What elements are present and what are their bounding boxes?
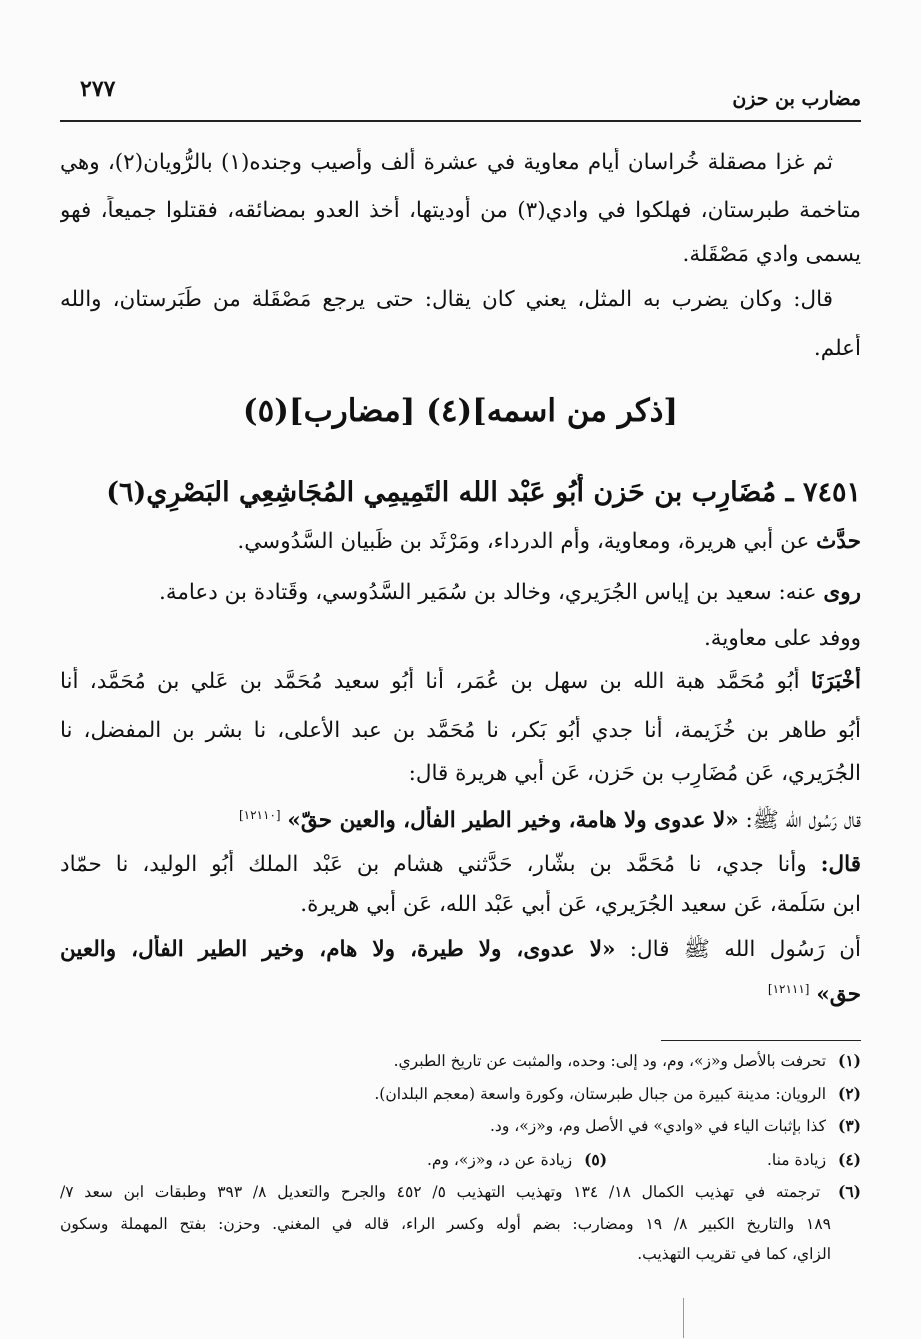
hadith-1-text: «لا عدوى ولا هامة، وخير الطير الفأل، والعين حقّ» — [287, 808, 739, 833]
rawa-line — [60, 578, 861, 608]
footnote-2-text: الرويان: مدينة كبيرة من جبال طبرستان، وكورة واسعة (معجم البلدان). — [374, 1085, 827, 1103]
hadith-2-prefix: أن رَسُول الله ﷺ قال: — [629, 937, 861, 962]
footnote-3-text: كذا بإثبات الياء في «وادي» في الأصل وم، و«ز»، ود. — [490, 1117, 827, 1135]
footnote-2 — [60, 1080, 861, 1108]
qala-label: قال: — [820, 852, 861, 877]
footnote-6-text: ترجمته في تهذيب الكمال ١٨/ ١٣٤ وتهذيب التهذيب ٥/ ٤٥٢ والجرح والتعديل ٨/ ٣٩٣ وطبقات ابن سعد ٧/ — [60, 1183, 821, 1201]
hadith-2-text-1: «لا عدوى، ولا طيرة، ولا هام، وخير الطير الفأل، والعين — [60, 937, 616, 962]
footnote-6-line-3: الزاي، كما في تقريب التهذيب. — [637, 1245, 831, 1263]
footnote-separator — [661, 1040, 861, 1041]
akhbarana-label: أَخْبَرَنَا — [810, 669, 861, 694]
footnote-4-text: زيادة منا. — [766, 1151, 827, 1169]
isnad-2-text: وأنا جدي، نا مُحَمَّد بن بشّار، حَدَّثني هشام بن عَبْد الملك أَبُو الوليد، نا حمّاد — [60, 852, 807, 877]
footnote-6-line-2: ١٨٩ والتاريخ الكبير ٨/ ١٩ ومضارب: بضم أوله وكسر الراء، قاله في المغني. وحزن: بفتح المهملة وسكون — [60, 1215, 831, 1233]
header-rule — [60, 120, 861, 122]
footnote-6-number: (٦) — [837, 1182, 861, 1201]
rawa-label: روى — [823, 580, 861, 605]
section-heading: [ذكر من اسمه](٤) [مضارب](٥) — [242, 393, 679, 429]
hadith-2-line-1 — [60, 935, 861, 965]
paragraph-1-line-3: يسمى وادي مَصْقَلة. — [682, 242, 861, 267]
haddath-text: عن أبي هريرة، ومعاوية، وأم الدرداء، ومَرْثَد بن ظَبيان السَّدُوسي. — [237, 529, 810, 554]
footnote-6-line-1 — [60, 1178, 861, 1206]
isnad-1-line-2: أَبُو طاهر بن خُزَيمة، أنا جدي أَبُو بَكر، نا مُحَمَّد بن عبد الأعلى، نا بشر بن المفضل، نا — [60, 718, 861, 743]
paragraph-1-line-2: متاخمة طبرستان، فهلكوا في وادي(٣) من أوديتها، أخذ العدو بمضائقه، فقتلوا جميعاً، فهو — [60, 198, 861, 223]
entry-heading: ٧٤٥١ ـ مُضَارِب بن حَزن أَبُو عَبْد الله التَمِيمِي المُجَاشِعِي البَصْرِي(٦) — [106, 477, 861, 508]
hadith-2-text-2: حق» — [816, 982, 861, 1007]
hadith-2-line-2 — [60, 980, 861, 1010]
paragraph-1-line-1: ثم غزا مصقلة خُراسان أيام معاوية في عشرة ألف وأصيب وجنده(١) بالرُّويان(٢)، وهي — [60, 150, 833, 175]
wafad-line: ووفد على معاوية. — [703, 626, 861, 651]
isnad-1-text: أَبُو مُحَمَّد هبة الله بن سهل بن عُمَر، أنا أَبُو سعيد مُحَمَّد بن عَلي بن مُحَمَّد، أنا — [60, 669, 800, 694]
footnote-3 — [60, 1112, 861, 1140]
isnad-2-line-2: ابن سَلَمة، عَن سعيد الجُرَيري، عَن أبي عَبْد الله، عَن أبي هريرة. — [300, 892, 861, 917]
isnad-2-line-1 — [60, 850, 861, 880]
running-title: مضارب بن حزن — [732, 88, 861, 110]
hadith-1-prefix: قال رَسُول الله ﷺ: — [745, 808, 861, 833]
footnote-2-number: (٢) — [837, 1084, 861, 1103]
footnote-4-number: (٤) — [837, 1150, 861, 1169]
page-number: ٢٧٧ — [80, 76, 116, 102]
footnote-4-5 — [60, 1146, 861, 1174]
footnote-1-text: تحرفت بالأصل و«ز»، وم، ود إلى: وحده، والمثبت عن تاريخ الطبري. — [393, 1052, 827, 1070]
hadith-1-line — [60, 806, 861, 836]
paragraph-2-line-2: أعلم. — [813, 336, 861, 361]
footnote-5-number: (٥) — [584, 1150, 608, 1169]
isnad-1-line-3: الجُرَيري، عَن مُضَارِب بن حَزن، عَن أبي هريرة قال: — [408, 761, 861, 786]
paragraph-2-line-1: قال: وكان يضرب به المثل، يعني كان يقال: حتى يرجع مَصْقَلة من طَبَرستان، والله — [60, 287, 833, 312]
haddath-label: حدَّث — [816, 529, 861, 554]
footnote-3-number: (٣) — [837, 1116, 861, 1135]
gutter-mark — [683, 1298, 684, 1338]
footnote-1 — [60, 1047, 861, 1075]
rawa-text: عنه: سعيد بن إياس الجُرَيري، وخالد بن سُمَير السَّدُوسي، وقَتادة بن دعامة. — [158, 580, 817, 605]
footnote-5-text: زيادة عن د، و«ز»، وم. — [426, 1151, 573, 1169]
footnote-1-number: (١) — [837, 1051, 861, 1070]
haddath-line — [60, 527, 861, 557]
hadith-1-ref: [١٢١١٠] — [238, 807, 281, 822]
hadith-2-ref: [١٢١١١] — [767, 981, 810, 996]
isnad-1-line-1 — [60, 667, 861, 697]
